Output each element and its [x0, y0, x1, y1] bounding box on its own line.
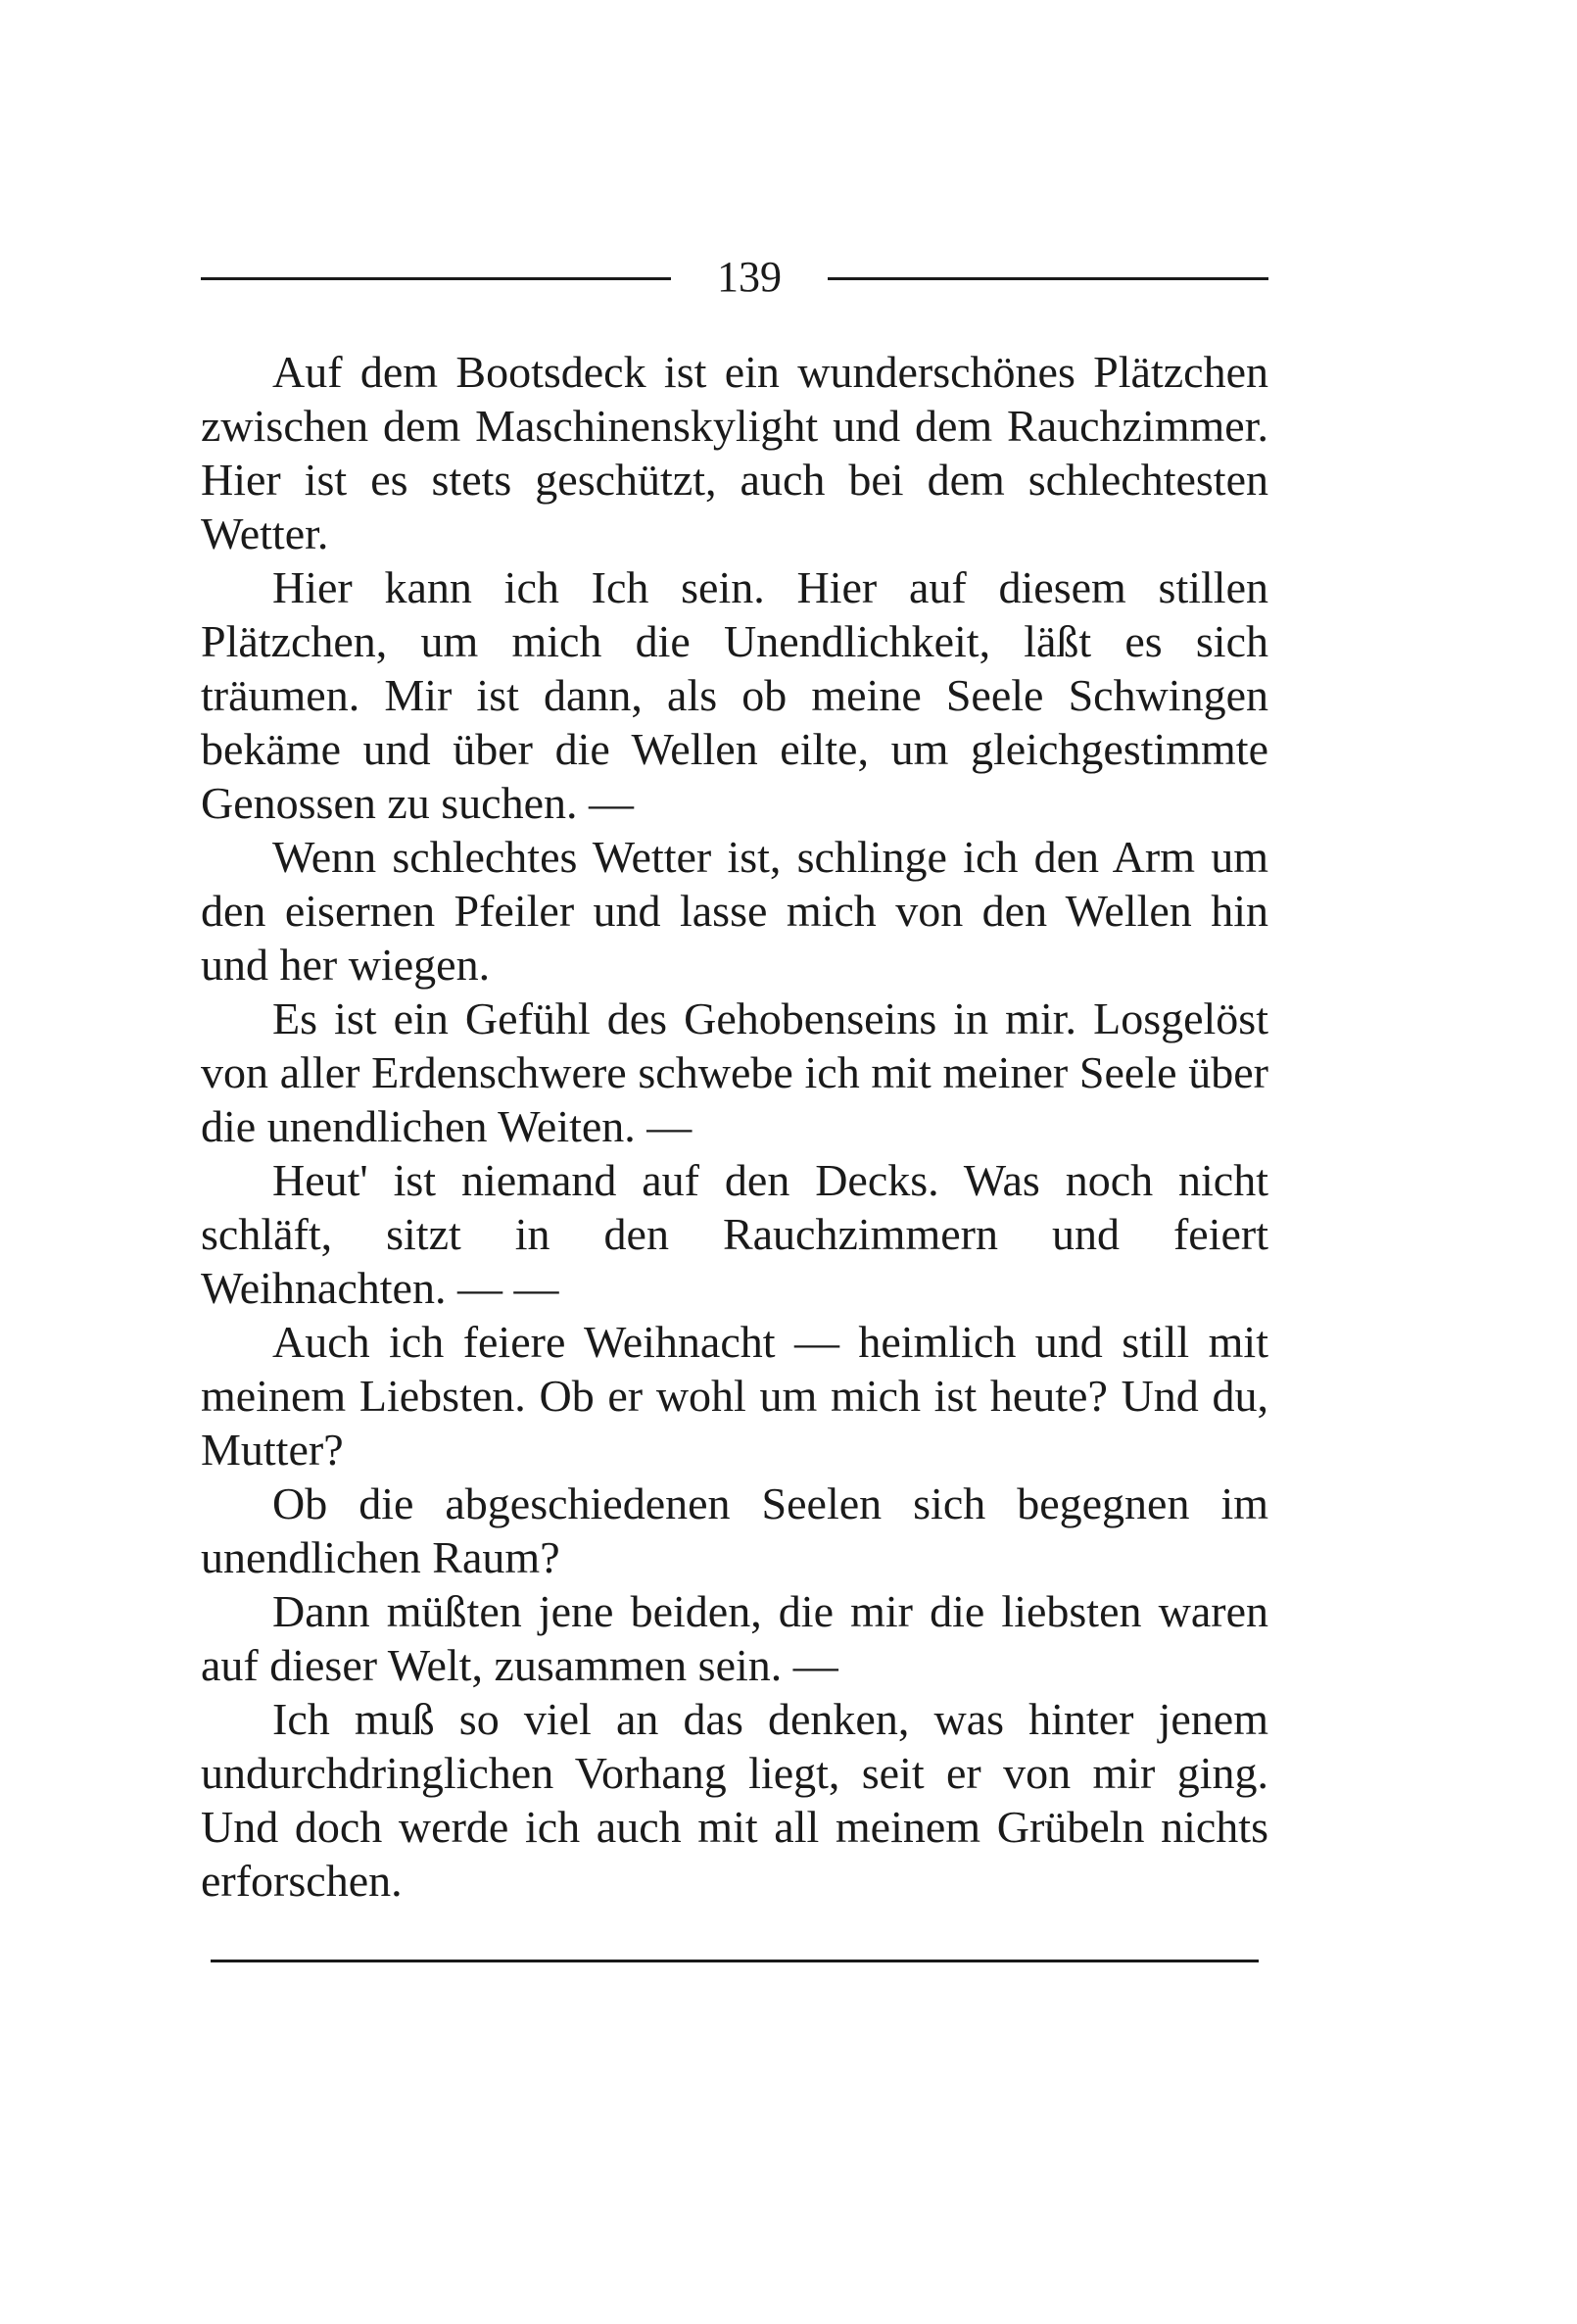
paragraph: Es ist ein Gefühl des Gehobenseins in mir. Losgelöst von aller Erdenschwere schwebe ich mit meiner Seele über die unendlichen Weiten. — — [201, 993, 1268, 1151]
paragraph: Auch ich feiere Weihnacht — heimlich und still mit meinem Liebsten. Ob er wohl um mich ist heute? Und du, Mutter? — [201, 1317, 1268, 1475]
page-number: 139 — [717, 253, 782, 301]
paragraph: Dann müßten jene beiden, die mir die liebsten waren auf dieser Welt, zusammen sein. — — [201, 1586, 1268, 1690]
paragraph: Wenn schlechtes Wetter ist, schlinge ich den Arm um den eisernen Pfeiler und lasse mich von den Wellen hin und her wiegen. — [201, 832, 1268, 990]
paragraph: Auf dem Bootsdeck ist ein wunderschönes Plätzchen zwischen dem Maschinenskylight und dem Rauchzimmer. Hier ist es stets geschützt, auch bei dem schlechtesten Wetter. — [201, 347, 1268, 558]
footer-rule — [211, 1960, 1259, 1962]
header-rule-left — [201, 277, 671, 280]
page-header — [201, 250, 1268, 309]
paragraph: Hier kann ich Ich sein. Hier auf diesem stillen Plätzchen, um mich die Unendlichkeit, läßt es sich träumen. Mir ist dann, als ob meine Seele Schwingen bekäme und über die Wellen eilte, um gleichgestimmte Genossen zu suchen. — — [201, 562, 1268, 828]
body-text — [201, 345, 1268, 1908]
paragraph: Ich muß so viel an das denken, was hinter jenem undurchdringlichen Vorhang liegt, seit er von mir ging. Und doch werde ich auch mit all meinem Grübeln nichts erforschen. — [201, 1694, 1268, 1906]
paragraph: Ob die abgeschiedenen Seelen sich begegnen im unendlichen Raum? — [201, 1478, 1268, 1582]
header-rule-right — [828, 277, 1268, 280]
paragraph: Heut' ist niemand auf den Decks. Was noch nicht schläft, sitzt in den Rauchzimmern und feiert Weihnachten. — — — [201, 1155, 1268, 1313]
